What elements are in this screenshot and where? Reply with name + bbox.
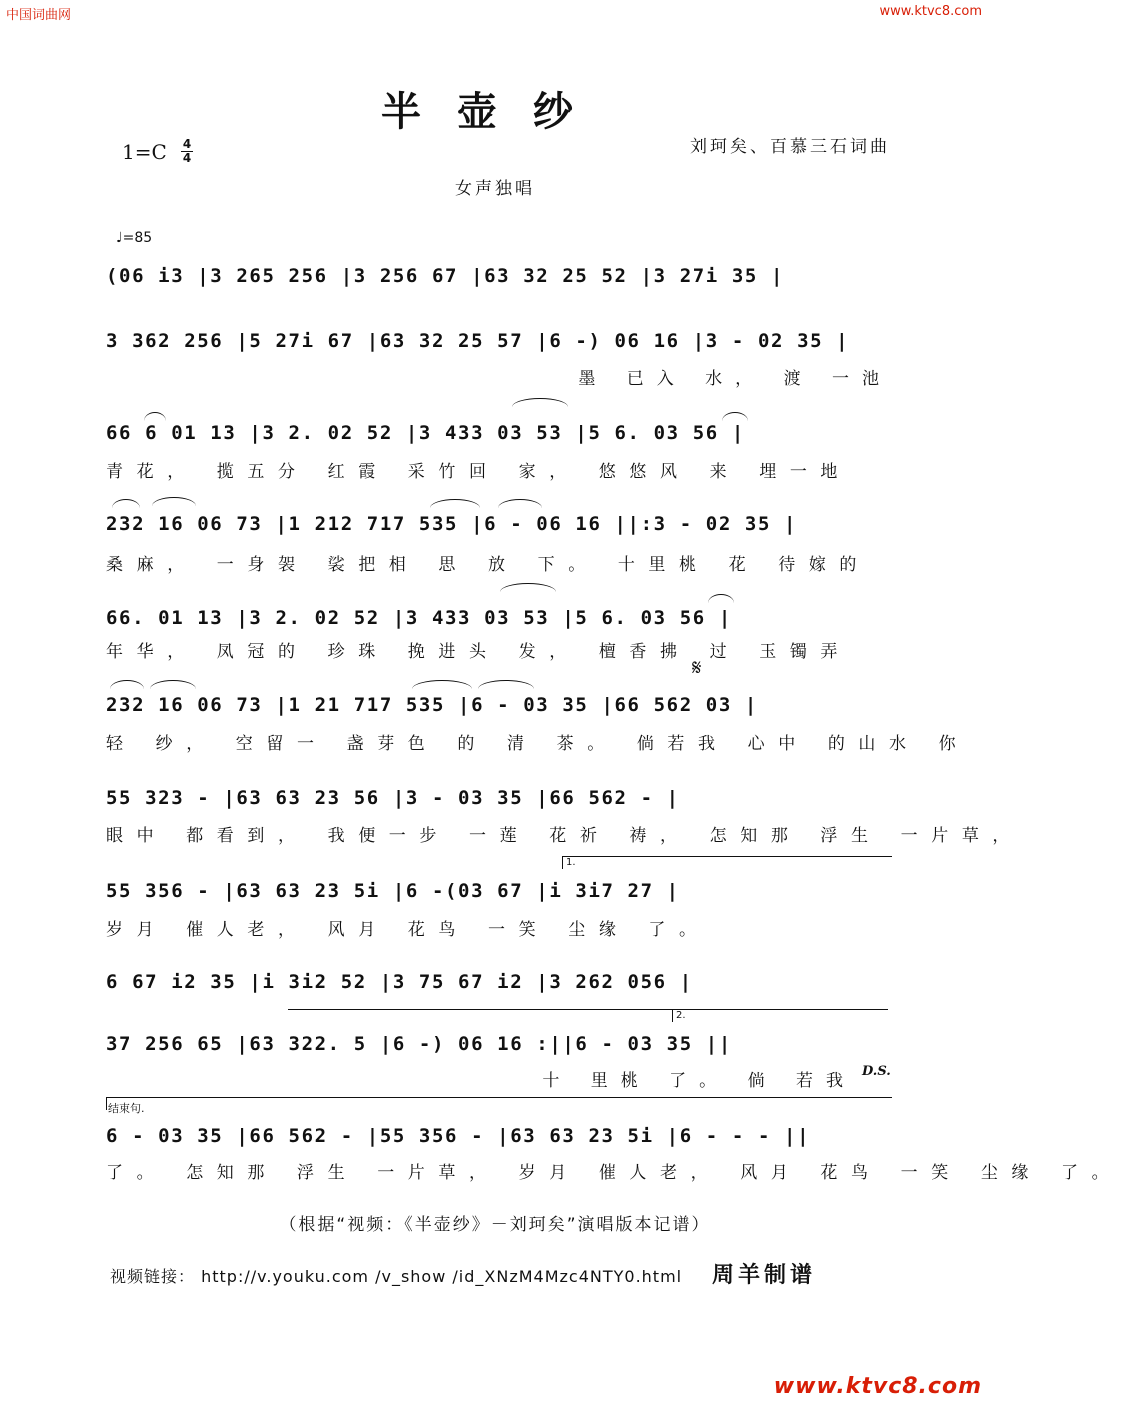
score-title: 半壶纱: [381, 88, 609, 135]
transcription-source-note: （根据“视频：《半壶纱》－刘珂矣”演唱版本记谱）: [279, 1215, 711, 1235]
transcriber-signature: 周羊制谱: [712, 1262, 817, 1288]
notation-row-10: 37 256 65 |63 322. 5 |6 -) 06 16 :||6 - 03 35 ||: [106, 1033, 732, 1055]
slur-arc: [144, 412, 166, 421]
slur-arc: [708, 594, 734, 603]
watermark-bottom: www.ktvc8.com: [773, 1374, 982, 1399]
notation-row-1: (06 i3 |3 265 256 |3 256 67 |63 32 25 52 |3 27i 35 |: [106, 265, 785, 287]
watermark-left: 中国词曲网: [6, 8, 72, 23]
voice-type: 女声独唱: [455, 179, 535, 199]
volta-second-ending: 2.: [672, 1009, 888, 1022]
tempo-marking: ♩=85: [116, 230, 153, 246]
lyrics-row-11: 了。 怎知那 浮生 一片草， 岁月 催人老， 风月 花鸟 一笑 尘缘 了。: [106, 1163, 1122, 1183]
meter-bottom: 4: [182, 151, 192, 165]
watermark-right: www.ktvc8.com: [879, 4, 982, 19]
slur-arc: [430, 499, 480, 508]
lyrics-row-5: 年华， 凤冠的 珍珠 挽进头 发， 檀香拂 过 玉镯弄: [106, 642, 852, 662]
meter-top: 4: [182, 137, 192, 151]
slur-arc: [110, 680, 144, 689]
notation-row-9: 6 67 i2 35 |i 3i2 52 |3 75 67 i2 |3 262 056 |: [106, 971, 693, 993]
slur-arc: [412, 680, 472, 689]
video-link: [110, 1264, 682, 1287]
slur-arc: [500, 583, 556, 592]
slur-arc: [150, 680, 196, 689]
notation-row-6: 232 16 06 73 |1 21 717 535 |6 - 03 35 |66 562 03 |: [106, 694, 758, 716]
credits: 刘珂矣、百慕三石词曲: [690, 137, 890, 157]
slur-arc: [498, 499, 542, 508]
notation-row-8: 55 356 - |63 63 23 5i |6 -(03 67 |i 3i7 27 |: [106, 880, 680, 902]
volta-first-ending: 1.: [562, 856, 892, 869]
slur-arc: [152, 497, 196, 506]
notation-row-11: 6 - 03 35 |66 562 - |55 356 - |63 63 23 5i |6 - - - ||: [106, 1125, 811, 1147]
lyrics-row-6: 轻 纱， 空留一 盏芽色 的 清 茶。 倘若我 心中 的山水 你: [106, 734, 970, 754]
lyrics-row-2: 墨 已入 水， 渡 一池: [578, 369, 892, 389]
key-signature: 1=C: [122, 140, 167, 164]
lyrics-row-3: 青花， 揽五分 红霞 采竹回 家， 悠悠风 来 埋一地: [106, 462, 852, 482]
lyrics-row-7: 眼中 都看到， 我便一步 一莲 花祈 祷， 怎知那 浮生 一片草，: [106, 826, 1024, 846]
slur-arc: [722, 412, 748, 421]
slur-arc: [512, 398, 568, 407]
lyrics-row-4: 桑麻， 一身袈 裟把相 思 放 下。 十里桃 花 待嫁的: [106, 555, 871, 575]
slur-arc: [112, 499, 140, 508]
ending-label: 结束句.: [108, 1102, 145, 1115]
lyrics-row-8: 岁月 催人老， 风月 花鸟 一笑 尘缘 了。: [106, 920, 710, 940]
notation-row-3: 66 6 01 13 |3 2. 02 52 |3 433 03 53 |5 6. 03 56 |: [106, 422, 745, 444]
dal-segno-mark: D.S.: [862, 1064, 891, 1079]
notation-row-4: 232 16 06 73 |1 212 717 535 |6 - 06 16 ||:3 - 02 35 |: [106, 513, 798, 535]
video-link-url: http://v.youku.com /v_show /id_XNzM4Mzc4NTY0.html: [201, 1267, 683, 1286]
notation-row-2: 3 362 256 |5 27i 67 |63 32 25 57 |6 -) 06 16 |3 - 02 35 |: [106, 330, 850, 352]
lyrics-row-10: 十 里桃 了。 倘 若我: [542, 1071, 856, 1091]
notation-row-5: 66. 01 13 |3 2. 02 52 |3 433 03 53 |5 6. 03 56 |: [106, 607, 732, 629]
video-link-label: 视频链接：: [110, 1267, 196, 1286]
notation-row-7: 55 323 - |63 63 23 56 |3 - 03 35 |66 562 - |: [106, 787, 680, 809]
coda-bracket: [106, 1097, 892, 1110]
slur-arc: [478, 680, 534, 689]
segno-sign: 𝄋: [692, 656, 702, 681]
time-signature: [180, 138, 194, 165]
